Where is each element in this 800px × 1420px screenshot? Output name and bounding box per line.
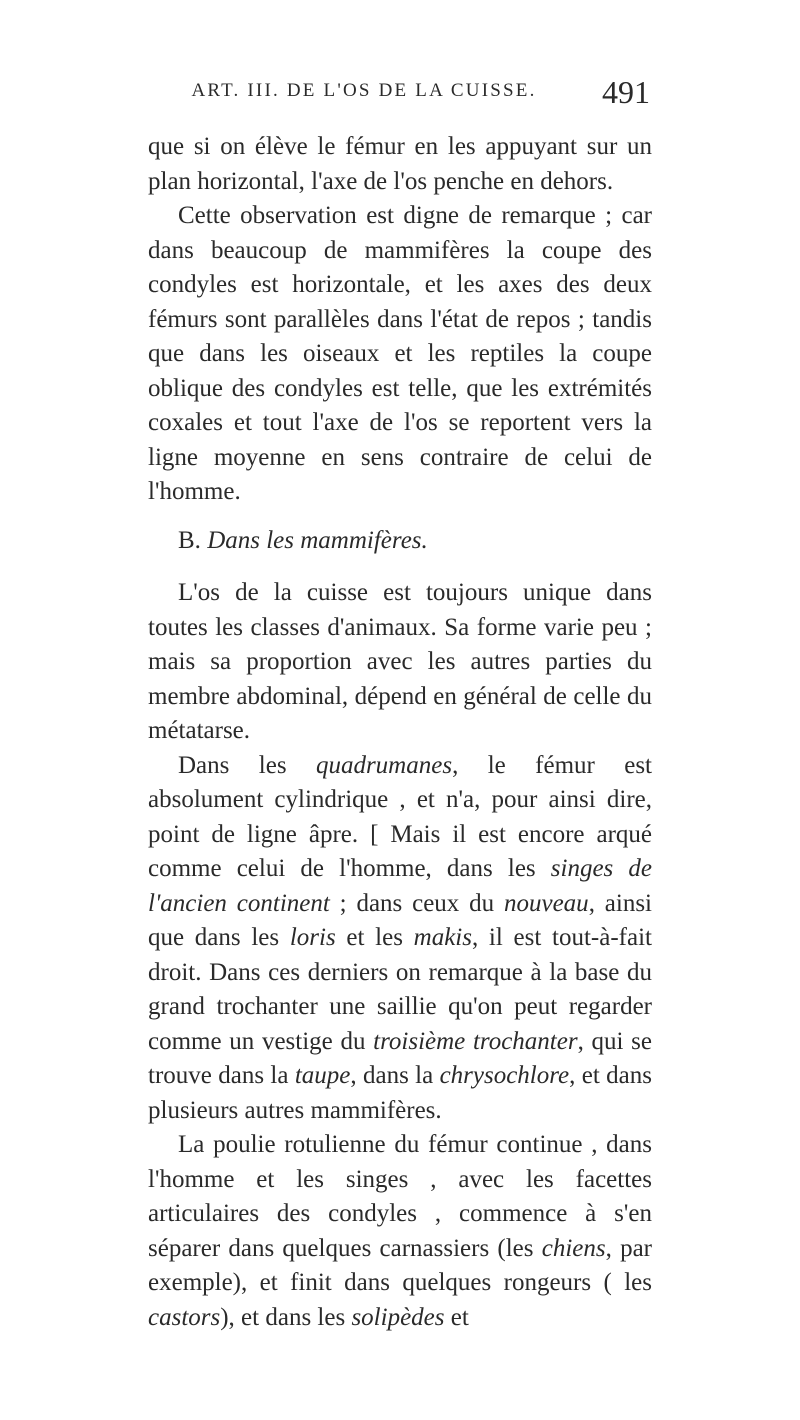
p4-term-taupe: taupe (294, 1062, 351, 1089)
p4-text-i: et les (335, 924, 414, 951)
p4-text-m: , qui se trouve dans la (148, 1027, 652, 1089)
paragraph-3: L'os de la cuisse est toujours unique dans toutes les classes d'animaux. Sa forme varie peu ; mais sa proportion avec les autres parties du membre abdominal, dépend en général de celle du métatarse. (148, 579, 652, 744)
body-text (148, 130, 652, 1335)
paragraph-1: que si on élève le fémur en les appuyant sur un plan horizontal, l'axe de l'os penche en dehors. (148, 133, 652, 195)
p4-term-troisieme-trochanter: troisième trochanter (373, 1027, 578, 1055)
p5-text-a: La poulie rotulienne du fémur continue , dans l'homme et les singes , avec les facettes articulaires des condyles , commence à s'en séparer dans quelques carnassiers (les (148, 1131, 652, 1262)
p4-term-makis: makis (413, 924, 472, 951)
p4-term-nouveau: nouveau (503, 889, 589, 917)
paragraph-5 (148, 1128, 652, 1335)
section-heading (148, 524, 652, 559)
p4-term-chrysochlore: chrysochlore (439, 1062, 570, 1089)
p4-text-k: , il est tout-à-fait droit. Dans ces derniers on remarque à la base du grand trochanter une saillie qu'on peut regarder comme un vestige du (148, 924, 652, 1055)
p4-text-a: Dans les (178, 751, 316, 779)
p5-text-c: , par exemple), et finit dans quelques rongeurs ( les (148, 1234, 653, 1296)
section-title: Dans les mammifères. (207, 526, 428, 554)
p4-text-q: , et dans plusieurs autres mammifères. (148, 1062, 652, 1124)
page-header (148, 74, 650, 114)
page-number: 491 (602, 74, 650, 110)
p4-text-g: , ainsi que dans les (148, 889, 652, 951)
p4-term-singes: singes de l'ancien continent (148, 855, 652, 917)
p4-text-e: ; dans ceux du (329, 889, 504, 917)
p5-term-castors: castors (148, 1303, 221, 1331)
p4-term-loris: loris (289, 924, 336, 951)
paragraph-2: Cette observation est digne de remarque ; car dans beaucoup de mammifères la coupe des condyles est horizontale, et les axes des deux fémurs sont parallèles dans l'état de repos ; tandis que dans les oiseaux et les reptiles la coupe oblique des condyles est telle, que les extrémités coxales et tout l'axe de l'os se reportent vers la ligne moyenne en sens contraire de celui de l'homme. (148, 202, 652, 505)
section-letter: B. (178, 526, 201, 554)
p4-term-quadrumanes: quadrumanes (315, 751, 453, 779)
paragraph-4 (148, 749, 652, 1129)
p4-text-o: , dans la (350, 1062, 440, 1089)
p5-term-chiens: chiens (541, 1234, 606, 1262)
p5-text-g: et (444, 1303, 469, 1331)
p5-text-e: ), et dans les (220, 1303, 352, 1331)
p4-text-c: , le fémur est absolument cylindrique , et n'a, pour ainsi dire, point de ligne âpre. [ Mais il est encore arqué comme celui de l'homme, dans les (148, 751, 652, 882)
running-head: ART. III. DE L'OS DE LA CUISSE. (191, 80, 537, 101)
p5-term-solipedes: solipèdes (351, 1303, 445, 1331)
